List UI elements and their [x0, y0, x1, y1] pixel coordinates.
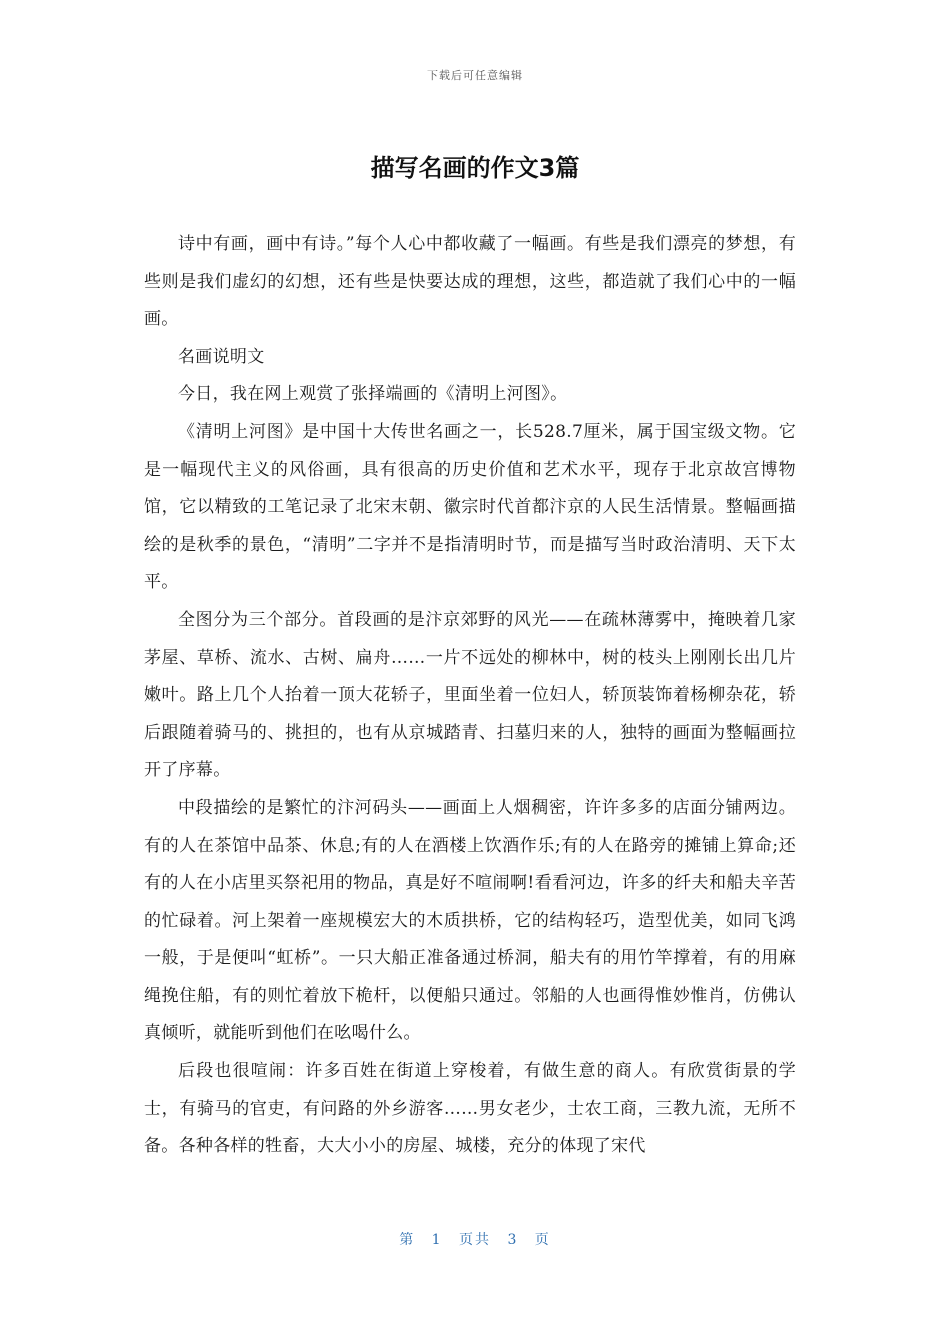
document-body: [144, 226, 796, 1166]
header-note: 下载后可任意编辑: [427, 69, 523, 82]
paragraph: 中段描绘的是繁忙的汴河码头——画面上人烟稠密，许许多多的店面分铺两边。有的人在茶馆中品茶、休息;有的人在酒楼上饮酒作乐;有的人在路旁的摊铺上算命;还有的人在小店里买祭祀用的物品，真是好不喧闹啊!看看河边，许多的纤夫和船夫辛苦的忙碌着。河上架着一座规模宏大的木质拱桥，它的结构轻巧，造型优美，如同飞鸿一般，于是便叫“虹桥”。一只大船正准备通过桥洞，船夫有的用竹竿撑着，有的用麻绳挽住船，有的则忙着放下桅杆，以便船只通过。邻船的人也画得惟妙惟肖，仿佛认真倾听，就能听到他们在吆喝什么。: [144, 797, 796, 1044]
paragraph: 后段也很喧闹：许多百姓在街道上穿梭着，有做生意的商人。有欣赏街景的学士，有骑马的官吏，有问路的外乡游客……男女老少，士农工商，三教九流，无所不备。各种各样的牲畜，大大小小的房屋、城楼，充分的体现了宋代: [144, 1061, 796, 1157]
paragraph: 全图分为三个部分。首段画的是汴京郊野的风光——在疏林薄雾中，掩映着几家茅屋、草桥、流水、古树、扁舟……一片不远处的柳林中，树的枝头上刚刚长出几片嫩叶。路上几个人抬着一顶大花轿子，里面坐着一位妇人，轿顶装饰着杨柳杂花，轿后跟随着骑马的、挑担的，也有从京城踏青、扫墓归来的人，独特的画面为整幅画拉开了序幕。: [144, 609, 796, 781]
page-number-footer: 第 1 页共 3 页: [399, 1232, 551, 1248]
document-title: 描写名画的作文3篇: [370, 154, 580, 182]
paragraph: 《清明上河图》是中国十大传世名画之一，长528.7厘米，属于国宝级文物。它是一幅现代主义的风俗画，具有很高的历史价值和艺术水平，现存于北京故宫博物馆，它以精致的工笔记录了北宋末朝、徽宗时代首都汴京的人民生活情景。整幅画描绘的是秋季的景色，“清明”二字并不是指清明时节，而是描写当时政治清明、天下太平。: [144, 421, 796, 593]
paragraph: 今日，我在网上观赏了张择端画的《清明上河图》。: [178, 384, 568, 405]
section-heading: 名画说明文: [178, 346, 265, 367]
paragraph: 诗中有画，画中有诗。”每个人心中都收藏了一幅画。有些是我们漂亮的梦想，有些则是我们虚幻的幻想，还有些是快要达成的理想，这些，都造就了我们心中的一幅画。: [144, 234, 796, 330]
